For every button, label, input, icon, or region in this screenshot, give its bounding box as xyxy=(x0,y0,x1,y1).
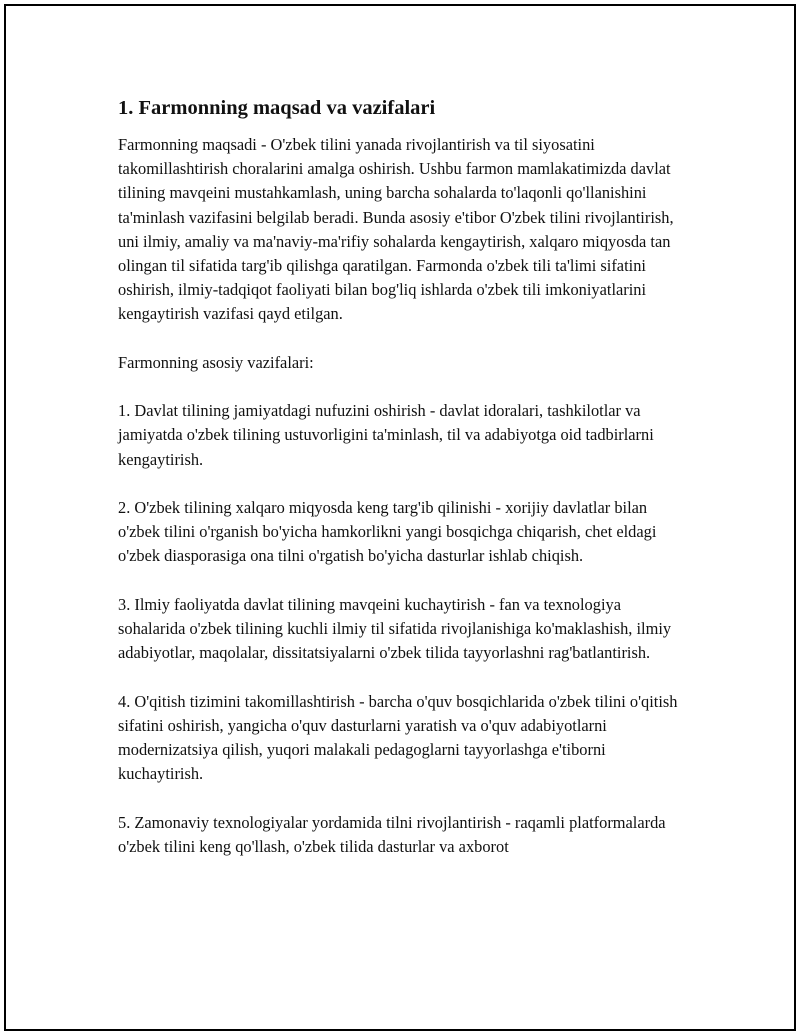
task-item-1: 1. Davlat tilining jamiyatdagi nufuzini oshirish - davlat idoralari, tashkilotlar va jamiyatda o'zbek tilining ustuvorligini ta'minlash, til va adabiyotga oid tadbirlarni kengaytirish. xyxy=(118,401,654,469)
tasks-intro: Farmonning asosiy vazifalari: xyxy=(118,352,314,372)
task-item-5: 5. Zamonaviy texnologiyalar yordamida tilni rivojlantirish - raqamli platformalarda o'zbek tilini keng qo'llash, o'zbek tilida dasturlar va axborot xyxy=(118,812,666,856)
intro-paragraph: Farmonning maqsadi - O'zbek tilini yanada rivojlantirish va til siyosatini takomillashtirish choralarini amalga oshirish. Ushbu farmon mamlakatimizda davlat tilining mavqeini mustahkamlash, uning barcha sohalarda to'laqonli qo'llanishini ta'minlash vazifasini belgilab beradi. Bunda asosiy e'tibor O'zbek tilini rivojlantirish, uni ilmiy, amaliy va ma'naviy-ma'rifiy sohalarda kengaytirish, xalqaro miqyosda tan olingan til sifatida targ'ib qilishga qaratilgan. Farmonda o'zbek tili ta'limi sifatini oshirish, ilmiy-tadqiqot faoliyati bilan bog'liq ishlarda o'zbek tili imkoniyatlarini kengaytirish vazifasi qayd etilgan. xyxy=(118,135,674,324)
section-heading: 1. Farmonning maqsad va vazifalari xyxy=(118,97,436,119)
task-item-4: 4. O'qitish tizimini takomillashtirish - barcha o'quv bosqichlarida o'zbek tilini o'qitish sifatini oshirish, yangicha o'quv dasturlarni yaratish va o'quv adabiyotlarni modernizatsiya qilish, yuqori malakali pedagoglarni tayyorlashga e'tiborni kuchaytirish. xyxy=(118,691,678,784)
task-item-2: 2. O'zbek tilining xalqaro miqyosda keng targ'ib qilinishi - xorijiy davlatlar bilan o'zbek tilini o'rganish bo'yicha hamkorlikni yangi bosqichga chiqarish, chet eldagi o'zbek diasporasiga ona tilni o'rgatish bo'yicha dasturlar ishlab chiqish. xyxy=(118,498,657,566)
task-item-3: 3. Ilmiy faoliyatda davlat tilining mavqeini kuchaytirish - fan va texnologiya sohalarida o'zbek tilining kuchli ilmiy til sifatida rivojlanishiga ko'maklashish, ilmiy adabiyotlar, maqolalar, dissitatsiyalarni o'zbek tilida tayyorlashni rag'batlantirish. xyxy=(118,594,672,663)
document-body xyxy=(118,96,688,883)
